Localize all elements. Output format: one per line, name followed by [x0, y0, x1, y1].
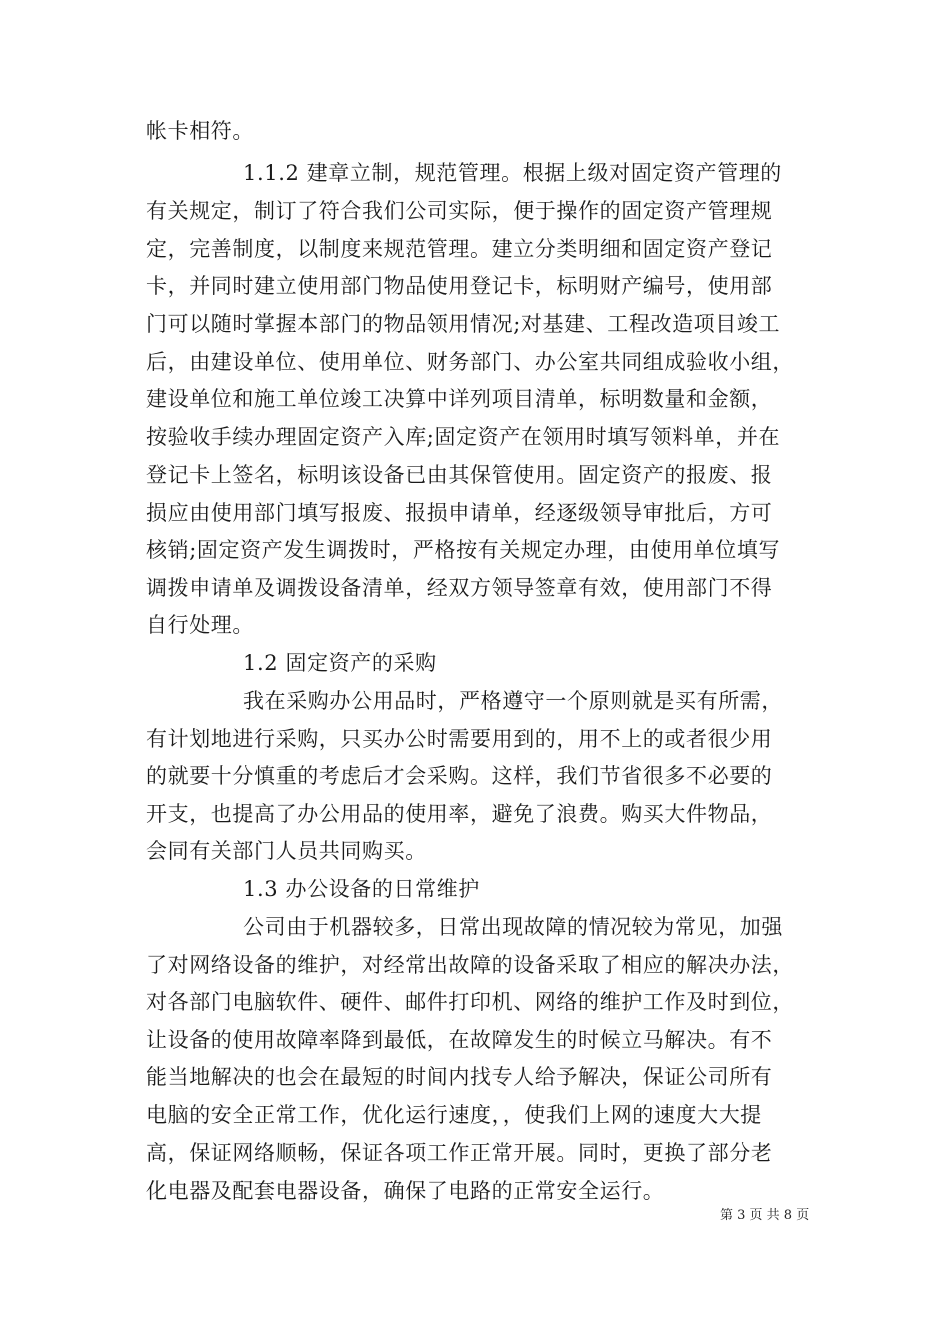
section-heading: 1.3 办公设备的日常维护: [243, 877, 480, 901]
text-line: 我在采购办公用品时，严格遵守一个原则就是买有所需，: [243, 689, 783, 713]
text-line: 有关规定，制订了符合我们公司实际，便于操作的固定资产管理规: [146, 199, 773, 223]
text-line: 调拨申请单及调拨设备清单，经双方领导签章有效，使用部门不得: [146, 576, 773, 600]
text-line: 登记卡上签名，标明该设备已由其保管使用。固定资产的报废、报: [146, 463, 773, 487]
text-line: 能当地解决的也会在最短的时间内找专人给予解决，保证公司所有: [146, 1065, 773, 1089]
page-number: 第 3 页 共 8 页: [720, 1208, 810, 1223]
text-line: 化电器及配套电器设备，确保了电路的正常安全运行。: [146, 1179, 665, 1203]
text-line: 会同有关部门人员共同购买。: [146, 839, 427, 863]
text-line: 开支，也提高了办公用品的使用率，避免了浪费。购买大件物品，: [146, 802, 773, 826]
section-heading: 1.1.2 建章立制，规范管理。根据上级对固定资产管理的: [243, 161, 782, 185]
text-line: 公司由于机器较多，日常出现故障的情况较为常见，加强: [243, 915, 783, 939]
text-line: 建设单位和施工单位竣工决算中详列项目清单，标明数量和金额，: [146, 387, 773, 411]
text-line: 损应由使用部门填写报废、报损申请单，经逐级领导审批后，方可: [146, 501, 773, 525]
text-line: 有计划地进行采购，只买办公时需要用到的，用不上的或者很少用: [146, 727, 773, 751]
text-line: 电脑的安全正常工作，优化运行速度，，使我们上网的速度大大提: [146, 1103, 762, 1127]
text-line: 的就要十分慎重的考虑后才会采购。这样，我们节省很多不必要的: [146, 764, 773, 788]
text-line: 卡，并同时建立使用部门物品使用登记卡，标明财产编号，使用部: [146, 274, 773, 298]
text-line: 了对网络设备的维护，对经常出故障的设备采取了相应的解决办法，: [146, 953, 794, 977]
text-line: 核销;固定资产发生调拨时，严格按有关规定办理，由使用单位填写: [146, 538, 781, 562]
text-line: 定，完善制度，以制度来规范管理。建立分类明细和固定资产登记: [146, 237, 773, 261]
text-line: 自行处理。: [146, 613, 254, 637]
text-line: 后，由建设单位、使用单位、财务部门、办公室共同组成验收小组，: [146, 350, 794, 374]
section-heading: 1.2 固定资产的采购: [243, 651, 437, 675]
text-line: 帐卡相符。: [146, 119, 254, 143]
text-line: 高，保证网络顺畅，保证各项工作正常开展。同时，更换了部分老: [146, 1141, 773, 1165]
text-line: 让设备的使用故障率降到最低，在故障发生的时候立马解决。有不: [146, 1028, 773, 1052]
text-line: 对各部门电脑软件、硬件、邮件打印机、网络的维护工作及时到位，: [146, 990, 794, 1014]
text-line: 按验收手续办理固定资产入库;固定资产在领用时填写领料单，并在: [146, 425, 781, 449]
text-line: 门可以随时掌握本部门的物品领用情况;对基建、工程改造项目竣工: [146, 312, 781, 336]
